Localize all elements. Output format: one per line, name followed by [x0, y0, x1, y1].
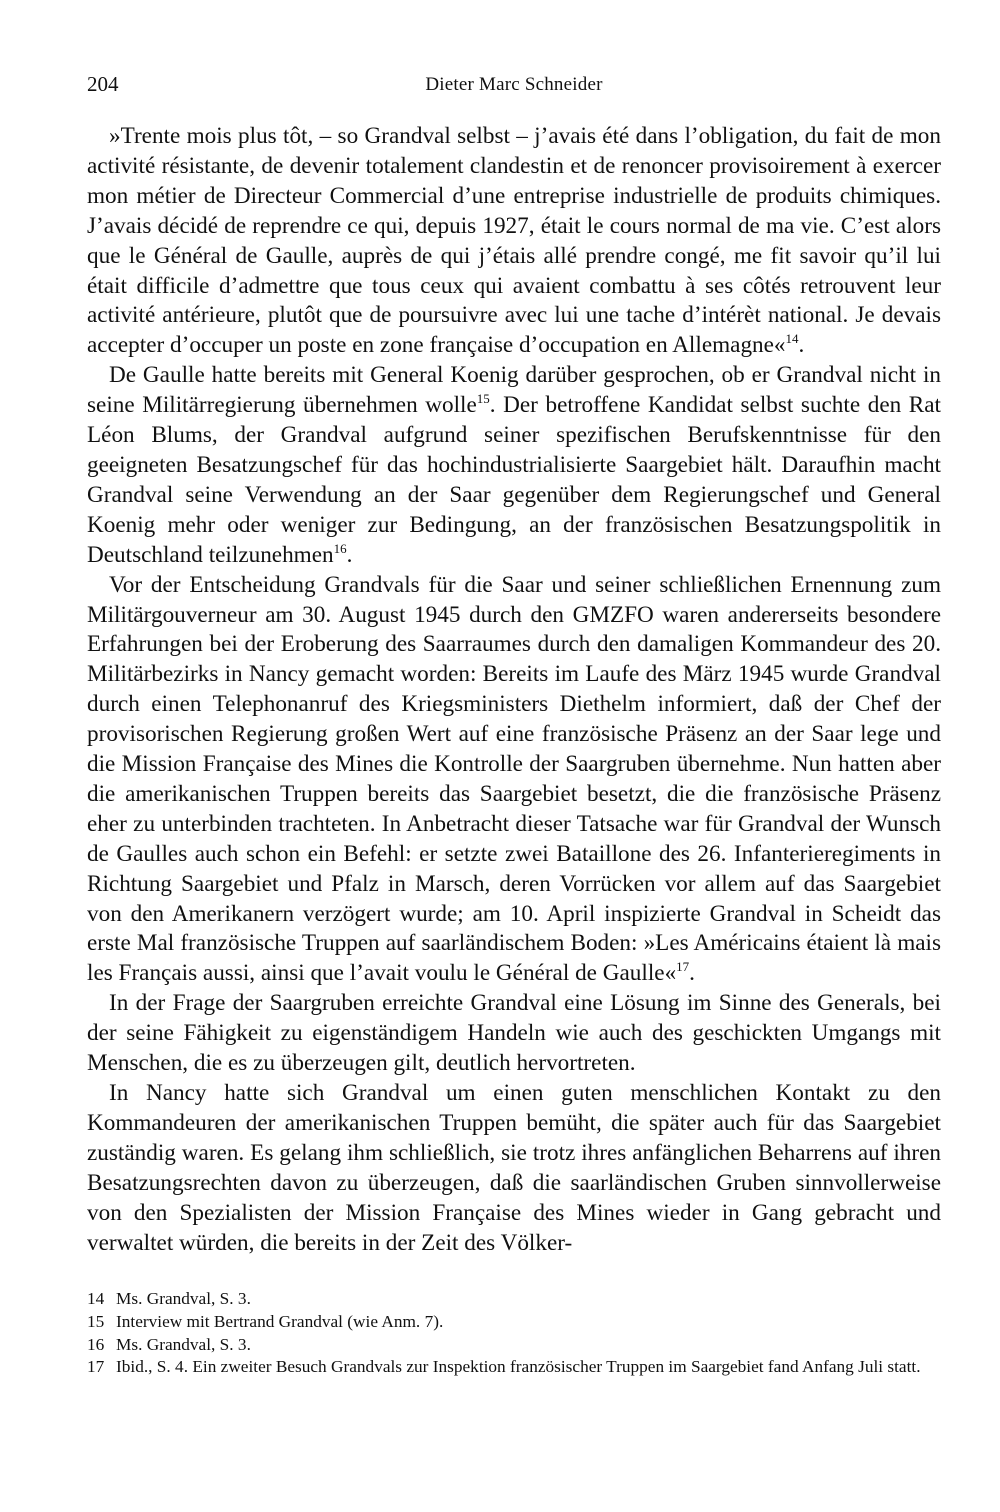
page-number: 204 [87, 72, 119, 96]
footnote-text: Ibid., S. 4. Ein zweiter Besuch Grandvals zur Inspektion französischer Truppen im Saargebiet fand Anfang Juli statt. [116, 1357, 921, 1377]
footnote-reference: 14 [785, 331, 799, 347]
page-header [87, 62, 941, 102]
footnote-number: 14 [87, 1289, 105, 1309]
paragraph-5 [87, 1079, 941, 1258]
paragraph-text: Vor der Entscheidung Grandvals für die Saar und seiner schließlichen Ernennung zum Militärgouverneur am 30. August 1945 durch den GMZFO waren andererseits besondere Erfahrungen bei der Eroberung des Saarraumes durch den damaligen Kommandeur des 20. Militärbezirks in Nancy gemacht worden: Bereits im Laufe des März 1945 wurde Grandval durch einen Telephonanruf des Kriegsministers Diethelm informiert, daß der Chef der provisorischen Regierung großen Wert auf eine französische Präsenz an der Saar lege und die Mission Française des Mines die Kontrolle der Saargruben übernehme. Nun hatten aber die amerikanischen Truppen bereits das Saargebiet besetzt, die die französische Präsenz eher zu unterbinden trachteten. In Anbetracht dieser Tatsache war für Grandval der Wunsch de Gaulles auch schon ein Befehl: er setzte zwei Bataillone des 26. Infanterieregiments in Richtung Saargebiet und Pfalz in Marsch, deren Vorrücken vor allem auf das Saargebiet von den Amerikanern verzögert wurde; am 10. April inspizierte Grandval in Scheidt das erste Mal französische Truppen auf saarländischem Boden: »Les Américains étaient là mais les Français aussi, ainsi que l’avait voulu le Général de Gaulle« [87, 571, 941, 987]
paragraph-text: . [689, 960, 695, 987]
footnote-reference: 15 [476, 391, 490, 407]
footnote-reference: 16 [333, 540, 347, 556]
footnote-number: 17 [87, 1357, 105, 1377]
paragraph-text: In der Frage der Saargruben erreichte Grandval eine Lösung im Sinne des Generals, bei der seine Fähigkeit zu eigenständigem Handeln wie auch des geschickten Umgangs mit Menschen, die es zu überzeugen gilt, deutlich hervortreten. [87, 990, 941, 1077]
footnote-text: Interview mit Bertrand Grandval (wie Anm. 7). [116, 1312, 444, 1332]
paragraph-text: . [346, 541, 353, 568]
paragraph-text: De Gaulle hatte bereits mit General Koenig darüber gesprochen, ob er Grandval nicht in seine Militärregierung übernehmen wolle [87, 362, 941, 419]
footnote-number: 16 [87, 1334, 105, 1354]
paragraph-text: »Trente mois plus tôt, – so Grandval selbst – j’avais été dans l’obligation, du fait de mon activité résistante, de devenir totalement clandestin et de renoncer provisoirement à exercer mon métier de Directeur Commercial d’une entreprise industrielle de produits chimiques. J’avais décidé de reprendre ce qui, depuis 1927, était le cours normal de ma vie. C’est alors que le Général de Gaulle, auprès de qui j’étais allé prendre congé, me fit savoir qu’il lui était difficile d’admettre que tous ceux qui avaient combattu à ses côtés retrouvent leur activité antérieure, plutôt que de poursuivre avec lui une tache d’intérèt national. Je devais accepter d’occuper un poste en zone française d’occupation en Allemagne« [87, 123, 941, 359]
paragraph-text: . [798, 332, 805, 359]
footnote-text: Ms. Grandval, S. 3. [116, 1334, 251, 1354]
paragraph-text: . Der betroffene Kandidat selbst suchte den Rat Léon Blums, der Grandval aufgrund seiner spezifischen Berufskenntnisse für den geeigneten Besatzungschef für das hochindustrialisierte Saargebiet hält. Daraufhin macht Grandval seine Verwendung an der Saar gegenüber dem Regierungschef und General Koenig mehr oder weniger zur Bedingung, an der französischen Besatzungspolitik in Deutschland teilzunehmen [87, 392, 941, 568]
paragraph-1 [87, 122, 941, 361]
footnote-14 [87, 1288, 941, 1311]
body-text [87, 122, 941, 1258]
paragraph-4 [87, 989, 941, 1079]
footnote-text: Ms. Grandval, S. 3. [116, 1289, 251, 1309]
running-head: Dieter Marc Schneider [425, 74, 603, 95]
footnote-16 [87, 1334, 941, 1357]
footnote-reference: 17 [676, 959, 690, 975]
paragraph-3 [87, 571, 941, 990]
footnote-15 [87, 1311, 941, 1334]
paragraph-2 [87, 361, 941, 570]
document-page [87, 62, 941, 1379]
footnote-17 [87, 1356, 941, 1379]
footnote-number: 15 [87, 1312, 105, 1332]
footnotes [87, 1288, 941, 1378]
paragraph-text: In Nancy hatte sich Grandval um einen guten menschlichen Kontakt zu den Kommandeuren der amerikanischen Truppen bemüht, die später auch für das Saargebiet zuständig waren. Es gelang ihm schließlich, sie trotz ihres anfänglichen Beharrens auf ihren Besatzungsrechten davon zu überzeugen, daß die saarländischen Gruben sinnvollerweise von den Spezialisten der Mission Française des Mines wieder in Gang gebracht und verwaltet würden, die bereits in der Zeit des Völker- [87, 1080, 941, 1256]
